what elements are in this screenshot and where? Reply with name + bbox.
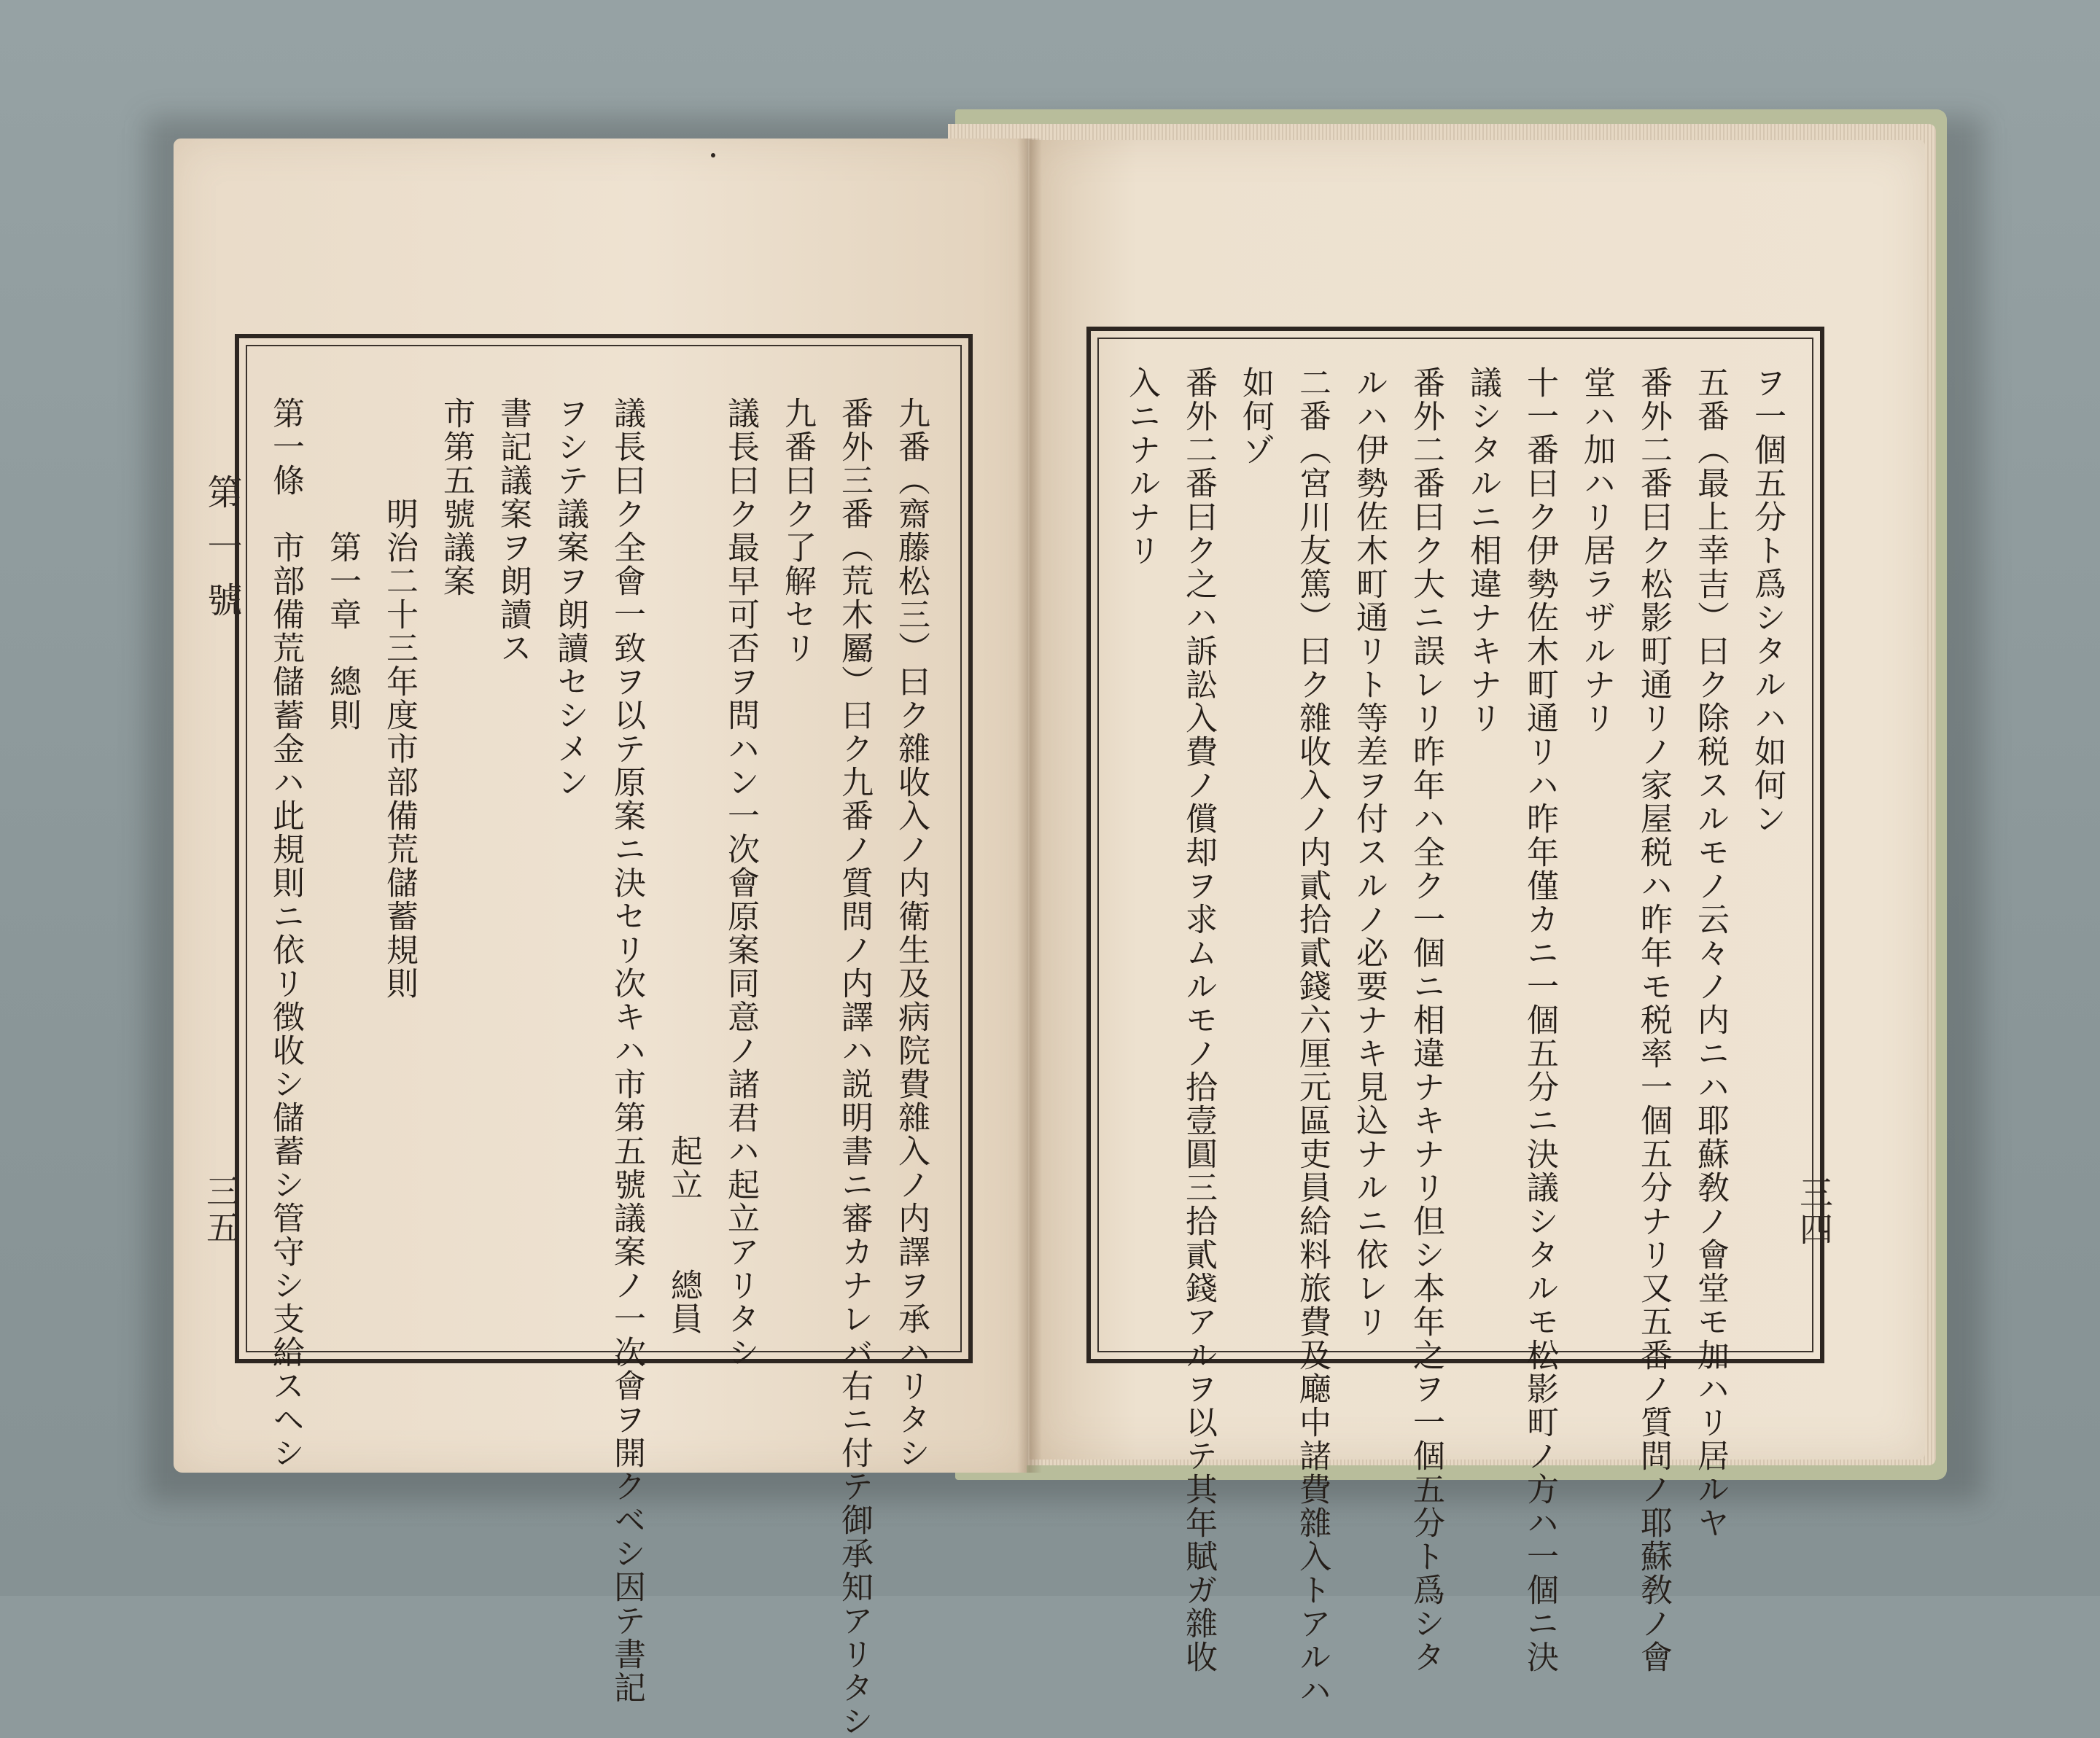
text-line: 番外二番曰ク大ニ誤レリ昨年ハ全ク一個ニ相違ナキナリ但シ本年之ヲ一個五分ト爲シタ bbox=[1407, 366, 1444, 1674]
left-page-number: 三五 bbox=[201, 1174, 241, 1247]
text-line: 九番（齋藤松三）曰ク雜收入ノ内衛生及病院費雜入ノ内譯ヲ承ハリタシ bbox=[892, 397, 930, 1470]
text-line: 九番曰ク了解セリ bbox=[779, 397, 816, 665]
text-line: 入ニナルナリ bbox=[1123, 366, 1160, 567]
text-line: 議長曰ク最早可否ヲ問ハン一次會原案同意ノ諸君ハ起立アリタシ bbox=[722, 397, 759, 1369]
right-text-frame bbox=[1086, 327, 1824, 1707]
text-line: 如何ゾ bbox=[1237, 366, 1274, 467]
left-text-body bbox=[257, 397, 939, 1738]
right-text-body bbox=[1113, 366, 1795, 1707]
text-line: 十一番曰ク伊勢佐木町通リハ昨年僅カニ一個五分ニ決議シタルモ松影町ノ方ハ一個ニ決 bbox=[1521, 366, 1558, 1674]
right-page-number: 三四 bbox=[1794, 1175, 1834, 1248]
running-head: 第一號 bbox=[201, 474, 242, 636]
text-line: 二番（宮川友篤）曰ク雜收入ノ内貳拾貳錢六厘元區吏員給料旅費及廰中諸費雜入トアルハ bbox=[1294, 366, 1331, 1707]
text-line: 番外二番曰ク之ハ訴訟入費ノ償却ヲ求ムルモノ拾壹圓三拾貳錢アルヲ以テ其年賦ガ雜收 bbox=[1180, 366, 1217, 1674]
text-line: ヲ一個五分ト爲シタルハ如何ン bbox=[1749, 366, 1786, 835]
text-line: 第一章 總則 bbox=[324, 397, 361, 732]
text-line: 明治二十三年度市部備荒儲蓄規則 bbox=[381, 397, 418, 1000]
text-line: 番外三番（荒木屬）曰ク九番ノ質問ノ内譯ハ説明書ニ審カナレバ右ニ付テ御承知アリタシ bbox=[836, 397, 873, 1738]
text-line: 堂ハ加ハリ居ラザルナリ bbox=[1578, 366, 1615, 735]
text-line: 五番（最上幸吉）曰ク除税スルモノ云々ノ内ニハ耶蘇敎ノ會堂モ加ハリ居ルヤ bbox=[1692, 366, 1729, 1540]
book-gutter bbox=[1017, 139, 1042, 1473]
left-text-frame bbox=[235, 334, 973, 1738]
text-line: 番外二番曰ク松影町通リノ家屋税ハ昨年モ税率一個五分ナリ又五番ノ質問ノ耶蘇敎ノ會 bbox=[1635, 366, 1672, 1674]
text-line: 議シタルニ相違ナキナリ bbox=[1464, 366, 1501, 735]
text-line: ルハ伊勢佐木町通リト等差ヲ付スルノ必要ナキ見込ナルニ依レリ bbox=[1350, 366, 1388, 1338]
text-line: 第一條 市部備荒儲蓄金ハ此規則ニ依リ徴收シ儲蓄シ管守シ支給スヘシ bbox=[267, 397, 304, 1470]
text-line: 起立 總員 bbox=[665, 397, 702, 1336]
text-line: ヲシテ議案ヲ朗讀セシメン bbox=[551, 397, 588, 799]
print-mark bbox=[711, 153, 715, 157]
text-line: 市第五號議案 bbox=[438, 397, 475, 598]
text-line: 議長曰ク全會一致ヲ以テ原案ニ決セリ次キハ市第五號議案ノ一次會ヲ開クベシ因テ書記 bbox=[608, 397, 645, 1704]
text-line: 書記議案ヲ朗讀ス bbox=[494, 397, 532, 665]
